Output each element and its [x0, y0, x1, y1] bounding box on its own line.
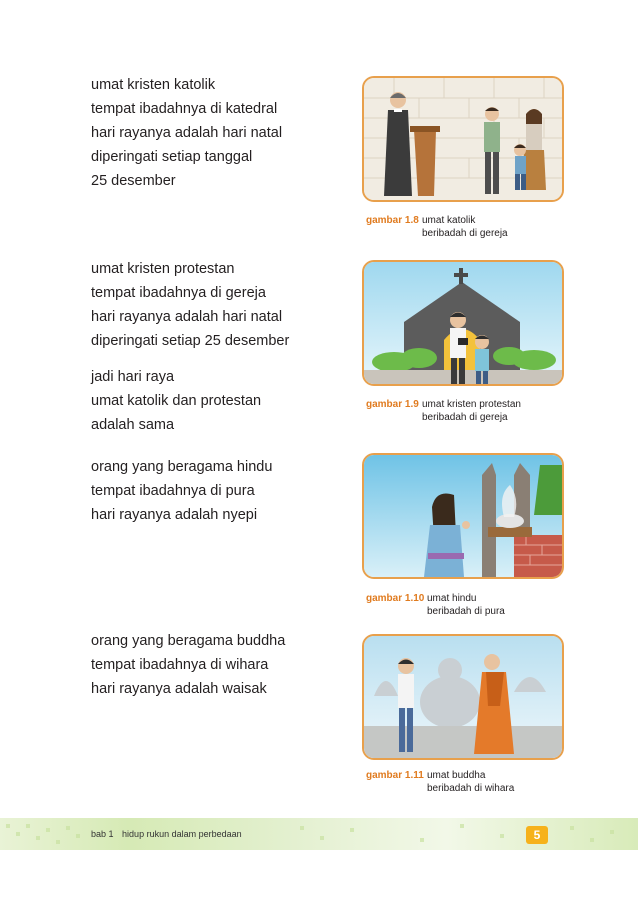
text-line: tempat ibadahnya di wihara: [91, 657, 269, 673]
figure-number: gambar 1.9: [366, 399, 419, 410]
caption-line: umat buddha: [427, 770, 486, 781]
caption-line: umat hindu: [427, 593, 477, 604]
footer-chapter: bab 1: [91, 829, 114, 839]
page-number: 5: [526, 826, 548, 844]
text-line: adalah sama: [91, 417, 175, 433]
text-line: hari rayanya adalah hari natal: [91, 309, 283, 325]
section-katolik: [91, 73, 282, 193]
text-line: diperingati setiap 25 desember: [91, 333, 290, 349]
section-buddha: [91, 629, 285, 701]
caption-line: beribadah di gereja: [422, 412, 508, 423]
figure-protestan: [362, 260, 564, 386]
footer-running-title: [91, 829, 248, 839]
figure-katolik: [362, 76, 564, 202]
text-line: hari rayanya adalah nyepi: [91, 507, 258, 523]
illustration-catholic-mass: [364, 78, 562, 200]
text-line: diperingati setiap tanggal: [91, 149, 253, 165]
section-protestan: [91, 257, 289, 353]
caption-line: beribadah di gereja: [422, 228, 508, 239]
illustration-protestant-church: [364, 262, 562, 384]
text-line: tempat ibadahnya di katedral: [91, 101, 278, 117]
text-line: tempat ibadahnya di gereja: [91, 285, 266, 301]
text-line: tempat ibadahnya di pura: [91, 483, 255, 499]
text-line: umat katolik dan protestan: [91, 393, 262, 409]
figure-number: gambar 1.10: [366, 593, 425, 604]
caption-line: beribadah di pura: [427, 606, 505, 617]
figure-buddha: [362, 634, 564, 760]
figure-number: gambar 1.11: [366, 770, 424, 781]
section-hindu: [91, 455, 272, 527]
text-line: orang yang beragama hindu: [91, 459, 273, 475]
figure-number: gambar 1.8: [366, 215, 419, 226]
text-line: hari rayanya adalah hari natal: [91, 125, 283, 141]
illustration-buddhist-temple: [364, 636, 562, 758]
footer-chapter-title: hidup rukun dalam perbedaan: [122, 829, 242, 839]
text-line: 25 desember: [91, 173, 176, 189]
caption-line: umat kristen protestan: [422, 399, 521, 410]
section-kesimpulan: [91, 365, 261, 437]
caption-line: beribadah di wihara: [427, 783, 515, 794]
text-line: jadi hari raya: [91, 369, 175, 385]
caption-line: umat katolik: [422, 215, 476, 226]
text-line: umat kristen katolik: [91, 77, 216, 93]
text-line: orang yang beragama buddha: [91, 633, 286, 649]
illustration-hindu-temple: [364, 455, 562, 577]
text-line: umat kristen protestan: [91, 261, 235, 277]
figure-hindu: [362, 453, 564, 579]
text-line: hari rayanya adalah waisak: [91, 681, 267, 697]
